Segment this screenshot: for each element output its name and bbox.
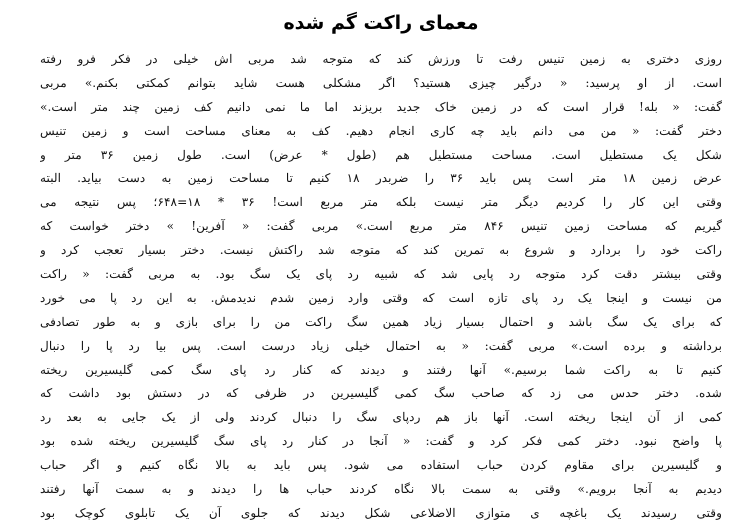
paragraph-line: راکت خود را بردارد و شروع به تمرین کند که متوجه شد راکتش نیست. دختر بسیار تعجب کرد و: [40, 243, 722, 258]
paragraph-line: که برای یک سگ باشد و احتمال بسیار زیاد همین سگ راکت من را برای بازی و به طور تصادفی: [40, 314, 722, 329]
paragraph-line: و گلیسیرین برای مقاوم کردن حباب استفاده می شود. پس باید به بالا نگاه کنیم و اگر حباب: [40, 458, 722, 473]
paragraph-line: وقتی این کار را کردیم دیگر متر نیست بلکه متر مربع است! ۳۶ * ۱۸=۶۴۸؛ پس نتیجه می: [40, 195, 722, 210]
paragraph-line: کنیم تا به راکت شما برسیم.» آنها رفتند و دیدند که کنار رد پای سگ کمی گلیسیرین ریخته: [40, 362, 722, 377]
paragraph-line: شده. دختر حدس می زد که صاحب سگ کمی گلیسیرین در ظرفی که در دستش بود داشت که: [40, 386, 722, 401]
paragraph-line: است. از او پرسید: « درگیر چیزی هستید؟ اگر مشکلی هست شاید بتوانم کمکتی بکنم.» مربی: [40, 75, 722, 90]
paragraph-line: دیدیم به آنجا برویم.» وقتی به سمت بالا نگاه کردند حباب ها را دیدند و به سمت آنها رفتند: [40, 482, 722, 497]
paragraph-line: وقتی بیشتر دقت کرد متوجه رد پایی شد که شبیه رد پای یک سگ بود. به مربی گفت: « راکت: [40, 267, 722, 282]
paragraph-line: من نیست و اینجا یک رد پای تازه است که وقتی وارد زمین شدم ندیدمش. به این رد پا می خورد: [40, 290, 722, 305]
paragraph-line: شکل یک مستطیل است. مساحت مستطیل هم (طول * عرض) است. طول زمین ۳۶ متر و: [40, 147, 722, 162]
paragraph-line: عرض زمین ۱۸ متر است پس باید ۳۶ را ضربدر ۱۸ کنیم تا مساحت زمین به دست بیاید. البته: [40, 171, 722, 186]
document-body: [40, 48, 722, 526]
paragraph-line: دختر گفت: « من می دانم باید چه کاری انجام دهیم. کف به معنای مساحت است و زمین تنیس: [40, 123, 722, 138]
paragraph-line: روزی دختری به زمین تنیس رفت تا ورزش کند که متوجه شد مربی اش خیلی در فکر فرو رفته: [40, 52, 722, 66]
document-title: معمای راکت گم شده: [283, 12, 479, 34]
paragraph-line: برداشته و برده است.» مربی گفت: « به احتمال خیلی زیاد درست است. پس بیا رد پا را دنبال: [40, 338, 722, 353]
paragraph-line: گفت: « بله! قرار است که در زمین خاک جدید بریزند اما ما نمی دانیم کف زمین چند متر است.»: [40, 99, 722, 114]
paragraph-line: وقتی رسیدند یک باغچه ی متوازی الاضلاعی شکل دیدند که جلوی آن یک تابلوی کوچک بود: [40, 505, 722, 520]
paragraph-line: گیریم که مساحت زمین تنیس ۸۴۶ متر مربع است.» مربی گفت: « آفرین! » دختر خواست که: [40, 219, 722, 234]
paragraph-line: کمی از آن اینجا ریخته است. آنها باز هم ردپای سگ را دنبال کردند ولی از یک جایی به بعد رد: [40, 410, 722, 425]
paragraph-line: پا واضح نبود. دختر کمی فکر کرد و گفت: « آنجا در کنار رد پای سگ گلیسیرین ریخته شده بود: [40, 434, 722, 449]
